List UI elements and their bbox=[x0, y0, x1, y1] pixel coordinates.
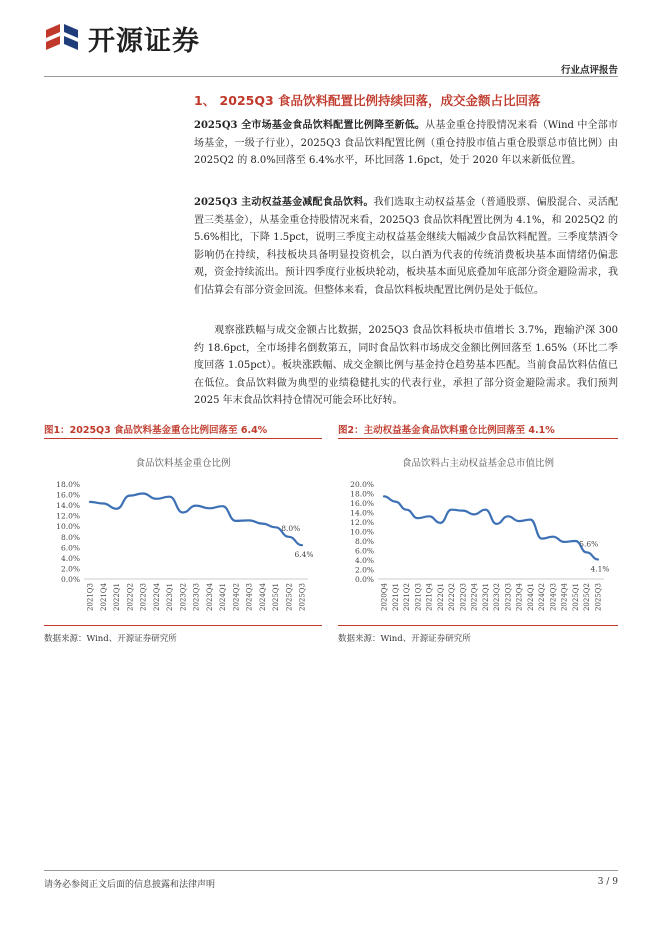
data-label: 6.4% bbox=[294, 550, 314, 560]
figure-2-rule bbox=[338, 438, 618, 439]
x-tick-label: 2022Q4 bbox=[470, 583, 479, 612]
x-tick-label: 2021Q3 bbox=[414, 583, 423, 612]
paragraph-1 bbox=[194, 117, 618, 170]
x-tick-label: 2022Q3 bbox=[459, 583, 468, 612]
header-divider bbox=[44, 76, 618, 77]
x-tick-label: 2023Q4 bbox=[205, 583, 214, 612]
paragraph-3-body: 观察涨跌幅与成交金额占比数据，2025Q3 食品饮料板块市值增长 3.7%，跑输沪深 300 约 18.6pct，全市场排名倒数第五，同时食品饮料市场成交金额比例回落至 1.65%（环比二季度回落 1.05pct）。板块涨跌幅、成交金额比例与基金持仓趋势基本匹配。当前食品饮料估值已在低位。食品饮料做为典型的业绩稳健扎实的代表行业，承担了部分资金避险需求。我们预判 2025 年末食品饮料持仓情况可能会环比好转。 bbox=[194, 325, 618, 406]
figure-1-rule bbox=[44, 438, 322, 439]
chart-1-svg bbox=[44, 450, 322, 620]
x-tick-label: 2024Q3 bbox=[245, 583, 254, 612]
x-tick-label: 2025Q2 bbox=[285, 583, 294, 612]
y-tick-label: 0.0% bbox=[354, 575, 374, 584]
figure-2-caption: 图2：主动权益基金食品饮料重仓比例回落至 4.1% bbox=[338, 425, 555, 436]
y-tick-label: 16.0% bbox=[350, 499, 374, 508]
x-tick-label: 2023Q3 bbox=[192, 583, 201, 612]
data-label: 5.6% bbox=[579, 539, 599, 549]
chart-title: 食品饮料基金重仓比例 bbox=[135, 458, 231, 469]
figure-2-source-rule bbox=[338, 625, 618, 626]
x-tick-label: 2023Q3 bbox=[504, 583, 513, 612]
footer-disclaimer: 请务必参阅正文后面的信息披露和法律声明 bbox=[44, 880, 216, 890]
paragraph-2 bbox=[194, 194, 618, 299]
x-tick-label: 2021Q1 bbox=[391, 583, 400, 612]
y-tick-label: 0.0% bbox=[60, 575, 80, 584]
x-tick-label: 2024Q2 bbox=[232, 583, 241, 612]
y-tick-label: 6.0% bbox=[60, 543, 80, 553]
x-tick-label: 2024Q2 bbox=[538, 583, 547, 612]
y-tick-label: 8.0% bbox=[60, 532, 80, 542]
y-tick-label: 2.0% bbox=[354, 565, 374, 575]
y-tick-label: 18.0% bbox=[350, 489, 374, 499]
y-tick-label: 10.0% bbox=[56, 522, 80, 532]
x-tick-label: 2023Q1 bbox=[481, 583, 490, 612]
paragraph-1-body: 从基金重仓持股情况来看（Wind 中全部市场基金，一级子行业），2025Q3 食品饮料配置比例（重仓持股市值占重仓股票总市值比例）由 2025Q2 的 8.0%回落至 6.4%水平，环比回落 1.6pct，处于 2020 年以来新低位置。 bbox=[194, 120, 618, 166]
x-tick-label: 2024Q3 bbox=[549, 583, 558, 612]
paragraph-3 bbox=[194, 322, 618, 410]
y-tick-label: 4.0% bbox=[60, 553, 80, 563]
footer-divider bbox=[44, 870, 618, 871]
x-tick-label: 2024Q1 bbox=[526, 583, 535, 612]
y-tick-label: 20.0% bbox=[350, 480, 374, 489]
y-tick-label: 6.0% bbox=[354, 546, 374, 556]
y-tick-label: 14.0% bbox=[56, 501, 80, 511]
y-tick-label: 12.0% bbox=[350, 518, 374, 527]
paragraph-2-lead: 2025Q3 主动权益基金减配食品饮料。 bbox=[194, 197, 374, 208]
paragraph-2-body: 我们选取主动权益基金（普通股票、偏股混合、灵活配置三类基金），从基金重仓持股情况来看，2025Q3 食品饮料配置比例为 4.1%，和 2025Q2 的 5.6%相比，下降 1.5pct，说明三季度主动权益基金继续大幅减少食品饮料配置。三季度禁酒令影响仍在持续，科技板块具备明显投资机会，以白酒为代表的传统消费板块基本面情绪仍偏悲观，资金持续流出。预计四季度行业板块轮动，板块基本面见底叠加年底部分资金避险需求，我们估算会有部分资金回流。但整体来看，食品饮料板块配置比例仍是处于低位。 bbox=[194, 197, 619, 296]
figure-1-caption: 图1：2025Q3 食品饮料基金重仓比例回落至 6.4% bbox=[44, 425, 268, 436]
x-tick-label: 2025Q1 bbox=[571, 583, 580, 612]
chart-1 bbox=[44, 450, 322, 624]
series-line bbox=[384, 496, 598, 559]
x-tick-label: 2022Q2 bbox=[448, 583, 457, 612]
x-tick-label: 2023Q2 bbox=[493, 583, 502, 612]
x-tick-label: 2021Q2 bbox=[403, 583, 412, 612]
x-tick-label: 2022Q4 bbox=[152, 583, 161, 612]
x-tick-label: 2022Q2 bbox=[126, 583, 135, 612]
y-tick-label: 12.0% bbox=[56, 511, 80, 521]
logo-text: 开源证券 bbox=[88, 25, 200, 57]
figure-2-source: 数据来源：Wind、开源证券研究所 bbox=[338, 634, 471, 644]
x-tick-label: 2025Q3 bbox=[298, 583, 307, 612]
x-tick-label: 2022Q1 bbox=[113, 583, 121, 612]
figure-1-source: 数据来源：Wind、开源证券研究所 bbox=[44, 634, 177, 644]
x-tick-label: 2024Q1 bbox=[219, 583, 227, 612]
y-tick-label: 4.0% bbox=[354, 556, 374, 565]
data-label: 8.0% bbox=[281, 523, 301, 533]
x-tick-label: 2025Q3 bbox=[594, 583, 603, 612]
chart-2-svg bbox=[338, 450, 618, 620]
x-tick-label: 2021Q4 bbox=[99, 583, 108, 612]
y-tick-label: 10.0% bbox=[350, 527, 374, 537]
logo-mark-icon bbox=[44, 20, 80, 56]
x-tick-label: 2023Q1 bbox=[166, 583, 174, 612]
x-tick-label: 2021Q3 bbox=[86, 583, 95, 612]
y-tick-label: 8.0% bbox=[354, 537, 374, 546]
paragraph-1-lead: 2025Q3 全市场基金食品饮料配置比例降至新低。 bbox=[194, 120, 426, 131]
x-tick-label: 2022Q1 bbox=[436, 583, 445, 612]
x-tick-label: 2025Q1 bbox=[272, 583, 280, 612]
chart-title: 食品饮料占主动权益基金总市值比例 bbox=[401, 458, 555, 469]
figure-1-source-rule bbox=[44, 625, 322, 626]
x-tick-label: 2023Q2 bbox=[179, 583, 188, 612]
x-tick-label: 2025Q2 bbox=[583, 583, 592, 612]
y-tick-label: 18.0% bbox=[56, 480, 80, 489]
x-tick-label: 2022Q3 bbox=[139, 583, 148, 612]
y-tick-label: 14.0% bbox=[350, 508, 374, 518]
x-tick-label: 2023Q4 bbox=[515, 583, 524, 612]
page-number: 3 / 9 bbox=[597, 877, 618, 887]
company-logo bbox=[44, 20, 200, 56]
y-tick-label: 2.0% bbox=[60, 564, 80, 574]
report-type-label: 行业点评报告 bbox=[560, 65, 618, 76]
y-tick-label: 16.0% bbox=[56, 490, 80, 500]
data-label: 4.1% bbox=[590, 564, 610, 574]
x-tick-label: 2021Q4 bbox=[425, 583, 434, 612]
chart-2 bbox=[338, 450, 618, 624]
section-title: 1、 2025Q3 食品饮料配置比例持续回落，成交金额占比回落 bbox=[194, 93, 541, 108]
x-tick-label: 2020Q4 bbox=[380, 583, 389, 612]
x-tick-label: 2024Q4 bbox=[560, 583, 569, 612]
series-line bbox=[90, 494, 302, 546]
x-tick-label: 2024Q4 bbox=[258, 583, 267, 612]
